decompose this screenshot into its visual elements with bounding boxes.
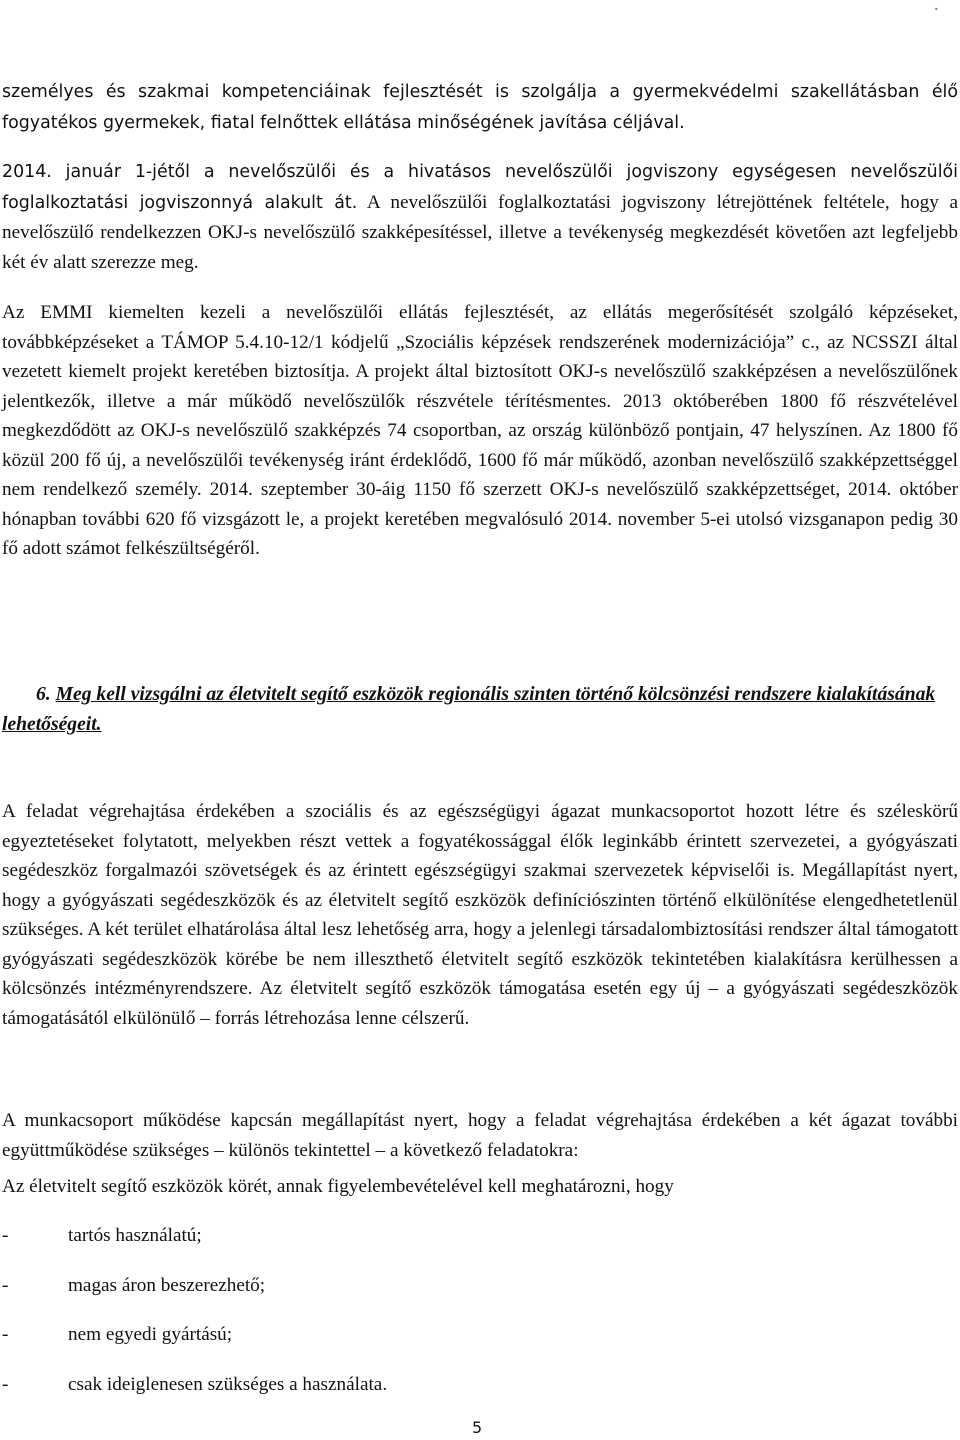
list-item-text: magas áron beszerezhető; [68, 1275, 266, 1296]
section-heading [2, 680, 958, 740]
paragraph-4: A feladat végrehajtása érdekében a szociális és az egészségügyi ágazat munkacsoportot hozott létre és széleskörű egyeztetéseket folytatott, melyekben részt vettek a fogyatékossággal élők leginkább érintett szervezetei, a gyógyászati segédeszköz forgalmazói szövetségek és az érintett egészségügyi szakmai szervezetek képviselői is. Megállapítást nyert, hogy a gyógyászati segédeszközök és az életvitelt segítő eszközök definíciószinten történő elkülönítése elengedhetetlenül szükséges. A két terület elhatárolása által lesz lehetőség arra, hogy a jelenlegi társadalombiztosítási rendszer által támogatott gyógyászati segédeszközök körébe be nem illeszthető életvitelt segítő eszközök tekintetében kialakításra kerülhessen a kölcsönzés intézményrendszere. Az életvitelt segítő eszközök támogatása esetén egy új – a gyógyászati segédeszközök támogatásától elkülönülő – forrás létrehozása lenne célszerű. [2, 801, 958, 1029]
paragraph-2-serif-text: A nevelőszülői foglalkoztatási jogviszony létrejöttének feltétele, hogy a nevelőszülő rendelkezzen OKJ-s nevelőszülő szakképesítéssel, illetve a tevékenység megkezdését követően azt legfeljebb két év alatt szerezze meg. [2, 191, 958, 273]
paragraph-1 [2, 77, 958, 138]
paragraph-6: Az életvitelt segítő eszközök körét, annak figyelembevételével kell meghatározni, hogy [2, 1176, 674, 1197]
list-item-text: tartós használatú; [68, 1225, 202, 1246]
paragraph-3: Az EMMI kiemelten kezeli a nevelőszülői ellátás fejlesztését, az ellátás megerősítését szolgáló képzéseket, továbbképzéseket a TÁMOP 5.4.10-12/1 kódjelű „Szociális képzések rendszerének modernizációja” c., az NCSSZI által vezetett kiemelt projekt keretében biztosítja. A projekt által biztosított OKJ-s nevelőszülő szakképzésen a nevelőszülőnek jelentkezők, illetve a már működő nevelőszülők részvétele térítésmentes. 2013 októberében 1800 fő részvételével megkezdődött az OKJ-s nevelőszülő szakképzés 74 csoportban, az ország különböző pontjain, 47 helyszínen. Az 1800 fő közül 200 fő új, a nevelőszülői tevékenység iránt érdeklődő, 1600 fő már működő, azonban nevelőszülő szakképzettséggel nem rendelkező személy. 2014. szeptember 30-áig 1150 fő szerzett OKJ-s nevelőszülő szakképzettséget, 2014. október hónapban további 620 fő vizsgázott le, a projekt keretében megvalósuló 2014. november 5-ei utolsó vizsganapon pedig 30 fő adott számot felkészültségéről. [2, 302, 958, 559]
paragraph-2-sans-text: 2014. január 1-jétől a nevelőszülői és a hivatásos nevelőszülői jogviszony egységesen nevelőszülői foglalkoztatási jogviszonnyá alakult át. [2, 162, 958, 213]
paragraph-1-text: személyes és szakmai kompetenciáinak fejlesztését is szolgálja a gyermekvédelmi szakellátásban élő fogyatékos gyermekek, fiatal felnőttek ellátása minőségének javítása céljával. [2, 82, 958, 133]
list-item [2, 1273, 265, 1299]
list-item-text: nem egyedi gyártású; [68, 1324, 233, 1345]
section-title: Meg kell vizsgálni az életvitelt segítő eszközök regionális szinten történő kölcsönzési rendszere kialakításának lehetőségeit. [2, 684, 936, 735]
list-item [2, 1372, 387, 1398]
list-dash: - [2, 1374, 9, 1395]
paragraph-5: A munkacsoport működése kapcsán megállapítást nyert, hogy a feladat végrehajtása érdekében a két ágazat további együttműködése szükséges – különös tekintettel – a következő feladatokra: [2, 1110, 958, 1161]
list-item [2, 1322, 232, 1348]
list-dash: - [2, 1275, 9, 1296]
section-number: 6. [36, 684, 51, 705]
top-mark: . [934, 0, 939, 14]
paragraph-2 [2, 157, 958, 277]
list-item [2, 1223, 202, 1249]
page-number: 5 [472, 1418, 483, 1437]
list-dash: - [2, 1324, 9, 1345]
list-item-text: csak ideiglenesen szükséges a használata. [68, 1374, 388, 1395]
list-dash: - [2, 1225, 9, 1246]
